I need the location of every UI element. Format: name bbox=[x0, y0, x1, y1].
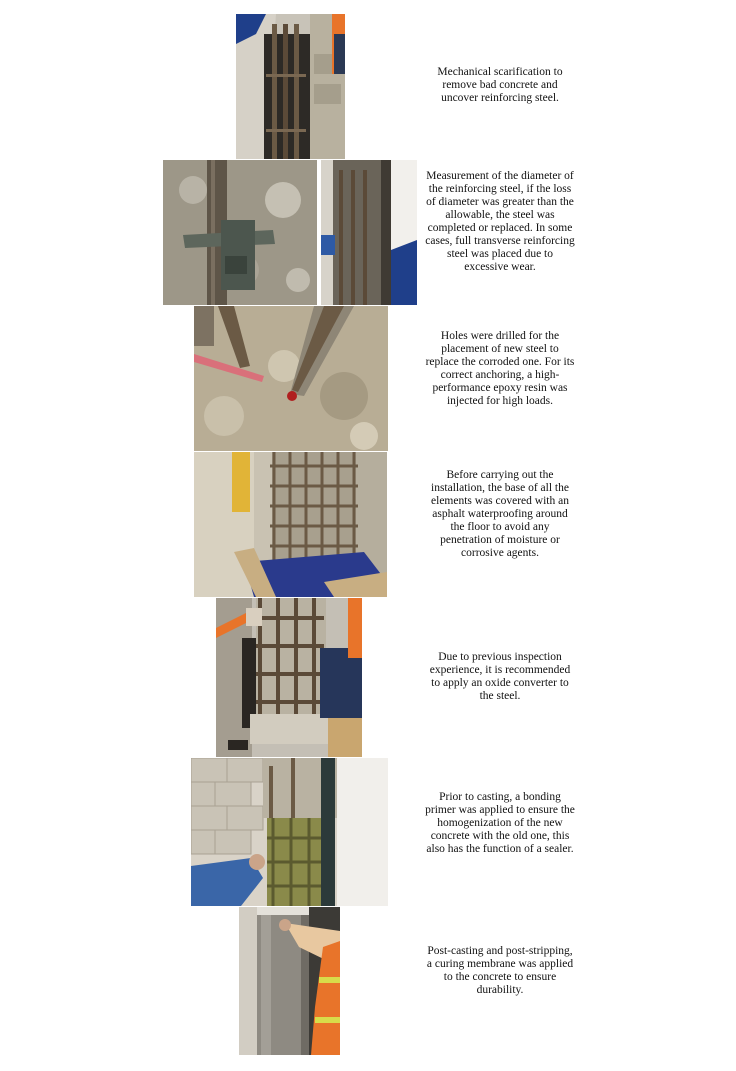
step-5-caption: Due to previous inspection experience, it is recommended to apply an oxide converter to the steel. bbox=[429, 651, 571, 702]
step-3-photo bbox=[194, 306, 388, 451]
step-5-photo bbox=[216, 598, 362, 757]
step-7-photo bbox=[239, 907, 340, 1055]
step-7-caption: Post-casting and post-stripping, a curing membrane was applied to the concrete to ensure durability. bbox=[426, 945, 574, 996]
step-3-caption: Holes were drilled for the placement of new steel to replace the corroded one. For its correct anchoring, a high-performance epoxy resin was injected for high loads. bbox=[425, 330, 575, 407]
step-4-photo bbox=[194, 452, 387, 597]
step-6-photo bbox=[191, 758, 388, 906]
step-4-caption: Before carrying out the installation, the base of all the elements was covered with an asphalt waterproofing around the floor to avoid any penetration of moisture or corrosive agents. bbox=[431, 469, 569, 559]
step-2-caption: Measurement of the diameter of the reinforcing steel, if the loss of diameter was greater than the allowable, the steel was completed or replaced. In some cases, full transverse reinforcing steel was placed due to excessive wear. bbox=[425, 170, 575, 273]
step-6-caption: Prior to casting, a bonding primer was applied to ensure the homogenization of the new concrete with the old one, this also has the function of a sealer. bbox=[425, 791, 575, 855]
step-2-photo bbox=[163, 160, 417, 305]
step-1-photo bbox=[236, 14, 345, 159]
step-1-caption: Mechanical scarification to remove bad concrete and uncover reinforcing steel. bbox=[437, 66, 563, 104]
